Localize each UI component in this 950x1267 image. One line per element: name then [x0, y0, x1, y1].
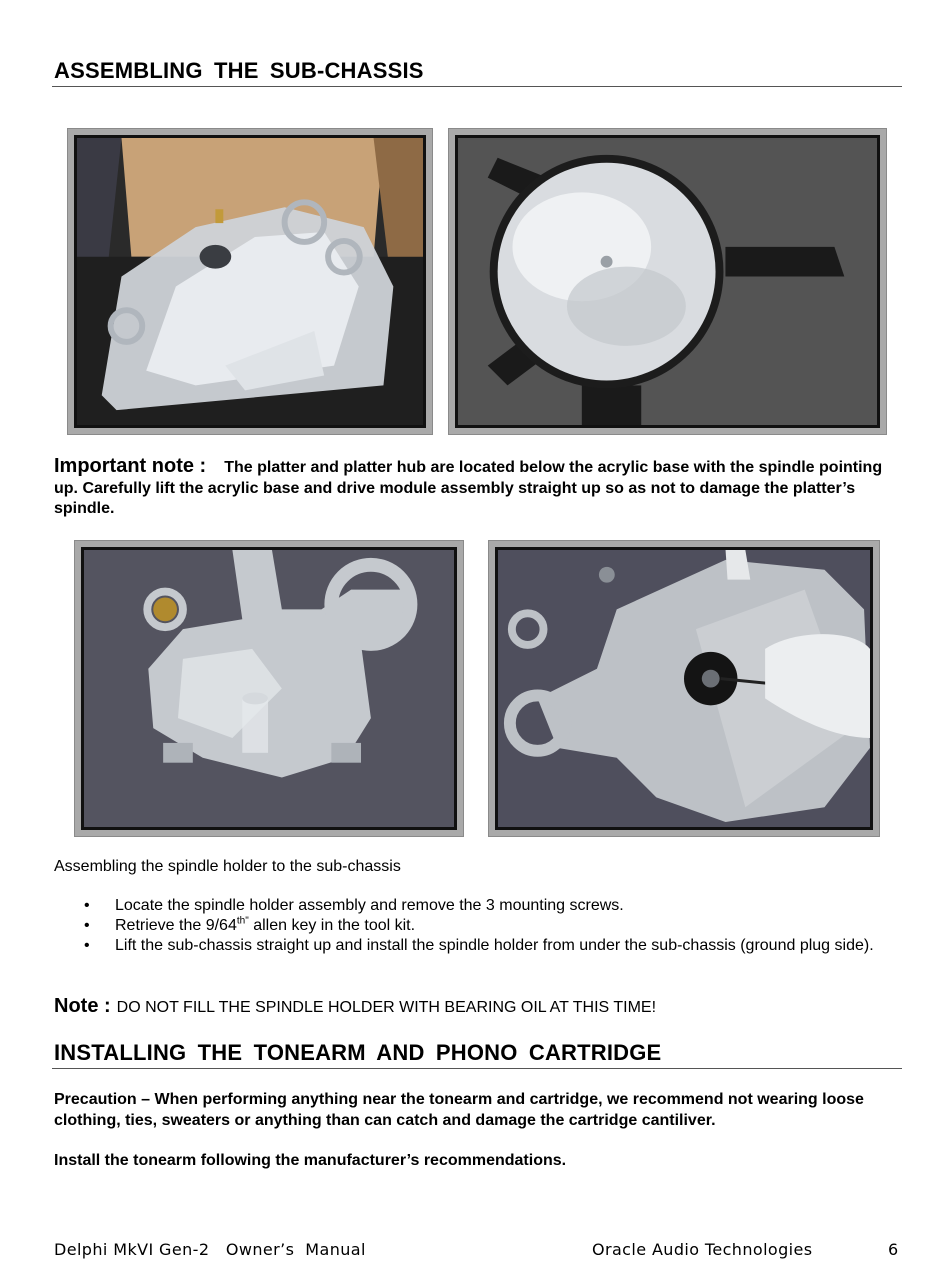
list-item [54, 916, 894, 936]
bullet-icon: • [84, 897, 90, 914]
list-item-text: Retrieve the 9/64 [115, 917, 237, 934]
photo-platter-in-foam [448, 128, 887, 435]
list-item-text: allen key in the tool kit. [248, 917, 416, 934]
list-item [54, 936, 894, 956]
instruction-list [54, 896, 894, 956]
important-note-text: The platter and platter hub are located below the acrylic base with the spindle pointing up. Carefully lift the acrylic base and drive module assembly straight up so as not to damage the platter’s spindle. [54, 459, 883, 517]
photo-boxed-sub-chassis [67, 128, 433, 435]
list-item-text: Locate the spindle holder assembly and remove the 3 mounting screws. [115, 897, 624, 914]
footer-company: Oracle Audio Technologies [592, 1240, 813, 1259]
footer-manual-title: Delphi MkVI Gen-2 Owner’s Manual [54, 1240, 366, 1259]
photo-installing-spindle-holder [488, 540, 880, 837]
title-rule [52, 86, 902, 87]
list-item [54, 896, 894, 916]
bullet-icon: • [84, 937, 90, 954]
install-text: Install the tonearm following the manufacturer’s recommendations. [54, 1152, 567, 1169]
title-rule [52, 1068, 902, 1069]
page-number: 6 [888, 1240, 899, 1259]
photo-caption: Assembling the spindle holder to the sub-chassis [54, 858, 401, 875]
note-text: DO NOT FILL THE SPINDLE HOLDER WITH BEARING OIL AT THIS TIME! [116, 999, 657, 1016]
section-title-sub-chassis: ASSEMBLING THE SUB-CHASSIS [54, 58, 424, 83]
list-item-superscript: th" [236, 915, 249, 927]
photo-sub-chassis-spindle [74, 540, 464, 837]
note [54, 996, 889, 1019]
important-note-label: Important note : [54, 455, 207, 477]
precaution-text: Precaution – When performing anything near the tonearm and cartridge, we recommend not wearing loose clothing, ties, sweaters or anything than can catch and damage the cartridge cantiliver. [54, 1091, 864, 1129]
list-item-text: Lift the sub-chassis straight up and install the spindle holder from under the sub-chassis (ground plug side). [115, 937, 874, 954]
important-note [54, 456, 889, 520]
note-label: Note : [54, 995, 111, 1017]
bullet-icon: • [84, 917, 90, 934]
section-title-tonearm: INSTALLING THE TONEARM AND PHONO CARTRIDGE [54, 1040, 662, 1065]
